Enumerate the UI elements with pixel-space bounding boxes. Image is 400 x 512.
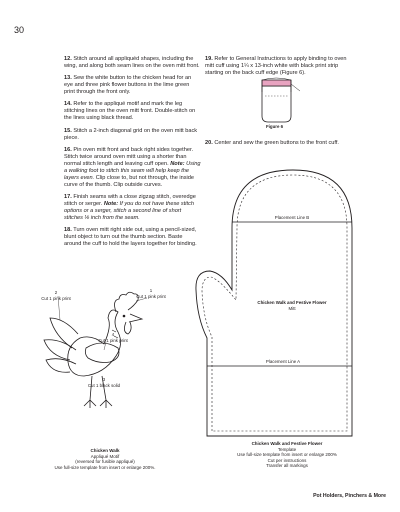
step-16: 16. Pin oven mitt front and back right sides together. Stitch twice around oven mitt using a shorter than normal stitch length and leaving cuff open. Note: Using a walking foot to stitch this seam will help keep the layers even. Clip close to, but not through, the inside curve of the thumb. Clip outside curves.	[64, 146, 201, 188]
chicken-motif-caption	[35, 448, 175, 470]
chicken-beak	[129, 314, 142, 322]
step-15: 15. Stitch a 2-inch diagonal grid on the oven mitt back piece.	[64, 127, 198, 141]
chicken-caption-title: Chicken Walk	[90, 448, 120, 453]
placement-line-a-label: Placement Line A	[265, 359, 301, 364]
chicken-wattle	[124, 322, 131, 334]
piece-1-label: Cut 1 pink print	[136, 294, 166, 299]
mitt-caption-line3: Cut per instructions	[267, 457, 307, 463]
chicken-caption-note2: Use full-size template from insert or enlarge 200%.	[54, 464, 156, 470]
piece-3-label: Cut 1 black solid	[87, 383, 121, 388]
piece-4-number: 4	[111, 332, 115, 337]
piece-2-number: 2	[54, 290, 58, 295]
page-number: 30	[14, 25, 25, 35]
figure-6-caption: Figure 6	[266, 124, 284, 129]
chicken-tail-piece-2	[44, 318, 78, 372]
step-20: 20. Center and sew the green buttons to the front cuff.	[205, 140, 339, 147]
chicken-body-outline	[68, 310, 121, 376]
step-18: 18. Turn oven mitt right side out, using a pencil-sized, blunt object to turn out the thumb section. Baste around the cuff to hold the layers together for binding.	[64, 227, 197, 248]
step-12: 12. Stitch around all appliquéd shapes, including the wing, and along both seam lines on the oven mitt front.	[64, 56, 200, 69]
mitt-caption-line1: Template	[277, 446, 297, 452]
chicken-wing-piece-4	[85, 343, 119, 363]
page-footer: Pot Holders, Pinchers & More	[313, 493, 386, 499]
chicken-eye	[123, 315, 126, 318]
mitt-caption-line2: Use full-size template from insert or enlarge 200%	[237, 452, 337, 458]
piece-3-number: 3	[102, 377, 106, 382]
step-13: 13. Sew the white button to the chicken head for an eye and three pink flower buttons in the lime green print through the front only.	[64, 75, 192, 96]
piece-1-number: 1	[149, 288, 153, 293]
step-19: 19. Refer to General Instructions to apply binding to oven mitt cuff using 1¼ x 13-inch white with black print strip starting on the back cuff edge (Figure 6).	[205, 56, 347, 76]
chicken-caption-subtitle: Appliqué Motif	[90, 453, 120, 459]
chicken-caption-note1: (reversed for fusible appliqué)	[75, 459, 135, 465]
piece-4-label: Cut 1 pink print	[98, 338, 128, 343]
chicken-leg-left	[84, 376, 96, 408]
chicken-comb-piece-1	[115, 292, 139, 312]
mitt-caption-title: Chicken Walk and Festive Flower	[251, 441, 323, 446]
step-14: 14. Refer to the appliqué motif and mark the leg stitching lines on the oven mitt front. Double-stitch on the lines using black thread.	[64, 101, 196, 122]
step-17: 17. Finish seams with a close zigzag stitch, overedge stitch or serger. Note: If you do not have these stitch options or a serger, stitch a second line of short stitches ⅛ inch from the seam.	[64, 193, 196, 221]
piece-2-label: Cut 1 pink print	[41, 296, 71, 301]
mitt-inner-subtitle: Mitt	[288, 306, 296, 311]
mitt-caption-line4: Transfer all markings	[266, 463, 308, 469]
mitt-inner-title: Chicken Walk and Festive Flower	[257, 300, 327, 305]
placement-line-b-label: Placement Line B	[274, 215, 310, 220]
